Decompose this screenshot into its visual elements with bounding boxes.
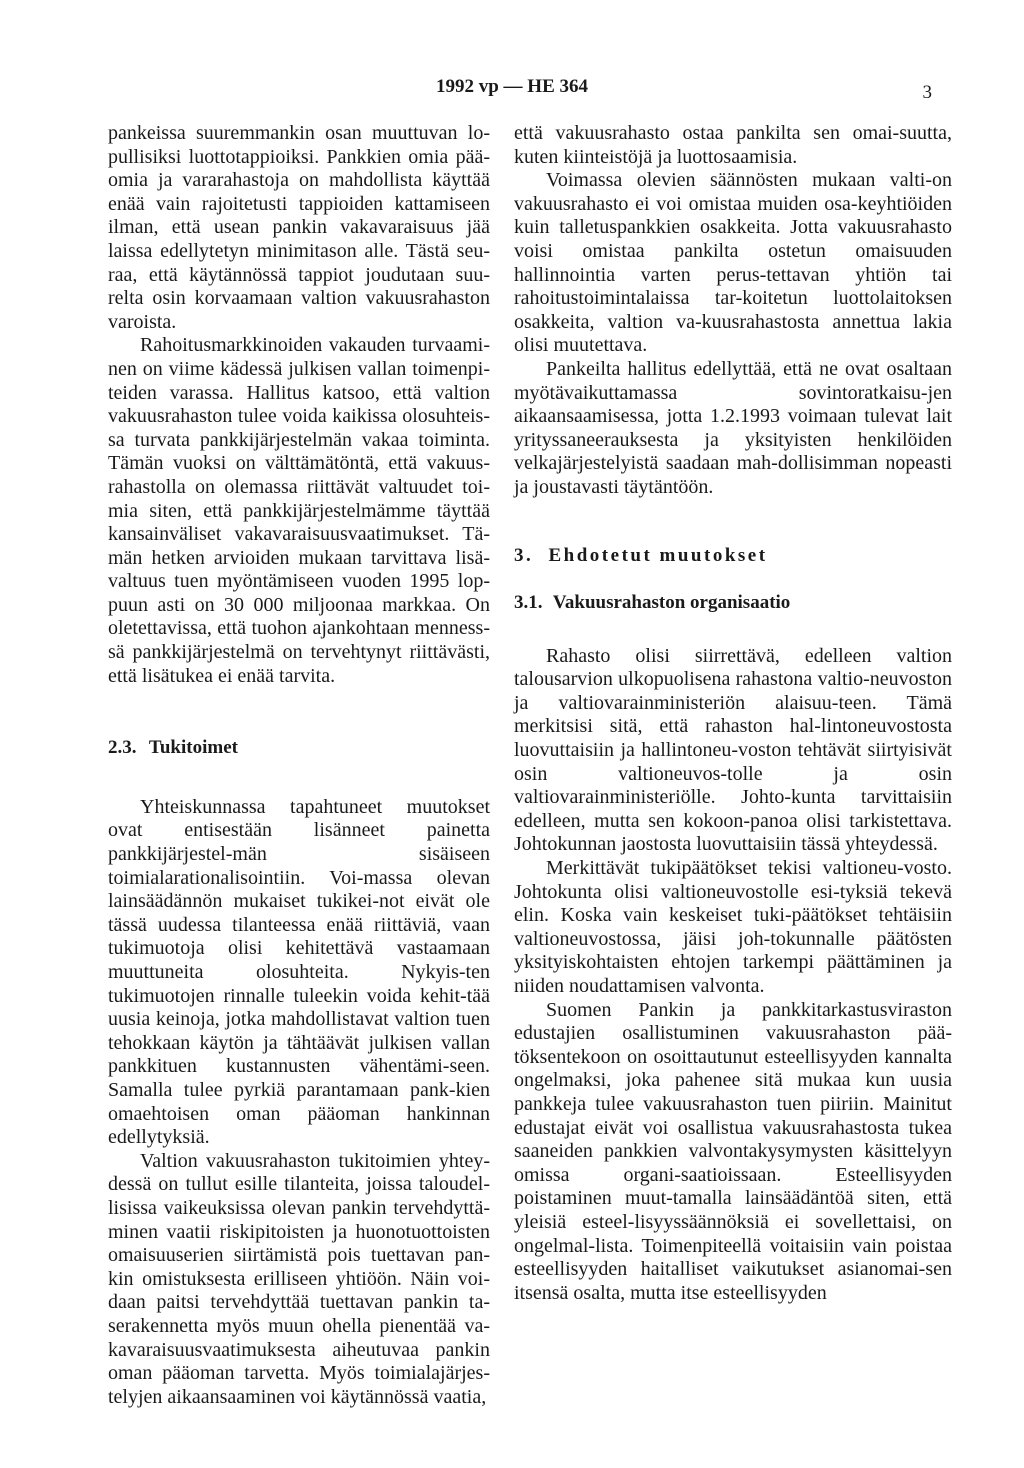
subsection-title: Vakuusrahaston organisaatio [552,592,791,614]
paragraph: Voimassa olevien säännösten mukaan valti-on vakuusrahasto ei voi omistaa muiden osa-keyhtiöiden kuin talletuspankkien osakkeita. Jotta vakuusrahasto voisi omistaa pankilta ostetun omaisuuden hallinnointia varten perus-tettavan yhtiön tai rahoitustoimintalaissa tar-koitetun luottolaitoksen osakkeita, valtion va-kuusrahastosta annettua lakia olisi muutettava. [514,169,952,357]
section-heading [514,544,952,568]
subsection-number: 3.1. [514,592,543,614]
paragraph: Valtion vakuusrahaston tukitoimien yhtey-dessä on tullut esille tilanteita, joissa taloudel-lisissa vaikeuksissa olevan pankin tervehdyttä-minen vaatii riskipitoisten ja huonotuottoisten omaisuuserien siirtämistä pois tuettavan pan-kin omistuksesta erilliseen yhtiöön. Näin voi-daan paitsi tervehdyttää tuettavan pankin ta-serakennetta myös muun ohella pienentää va-kavaraisuusvaatimuksesta aiheutuvaa pankin oman pääoman tarvetta. Myös toimialajärjes-telyjen aikaansaaminen voi käytännössä vaatia, [108,1149,490,1408]
paragraph: Rahoitusmarkkinoiden vakauden turvaami-nen on viime kädessä julkisen vallan toimenpi-teiden varassa. Hallitus katsoo, että valtion vakuusrahaston tulee voida kaikissa olosuhteis-sa turvata pankkijärjestelmän vakaa toiminta. Tämän vuoksi on välttämätöntä, että vakuus-rahastolla on olemassa riittävät valtuudet toi-mia siten, että pankkijärjestelmämme täyttää kansainväliset vakavaraisuusvaatimukset. Tä-män hetken arvioiden mukaan tarvittava lisä-valtuus tuen myöntämiseen vuoden 1995 lop-puun asti on 30 000 miljoonaa markkaa. On oletettavissa, että tuohon ajankohtaan menness-sä pankkijärjestelmä on tervehtynyt riittävästi, että lisätukea ei enää tarvita. [108,334,490,687]
paragraph: pankeissa suuremmankin osan muuttuvan lo-pullisiksi luottotappioiksi. Pankkien omia pää-omia ja vararahastoja on mahdollista käyttää enää vain rajoitetusti tappioiden kattamiseen ilman, että usean pankin vakavaraisuus jää laissa edellytetyn minimitason alle. Tästä seu-raa, että käytännössä tappiot joudutaan suu-relta osin korvaamaan valtion vakuusrahaston varoista. [108,122,490,333]
section-title: Ehdotetut muutokset [548,544,768,566]
page-number: 3 [922,82,932,103]
page-header [0,72,1024,102]
paragraph: Merkittävät tukipäätökset tekisi valtioneu-vosto. Johtokunta olisi valtioneuvostolle esi-tyksiä tekevä elin. Koska vain keskeiset tuki-päätökset tehtäisiin valtioneuvostossa, jäisi joh-tokunnalle päätösten yksityiskohtaisten ehtojen tarkempi päättäminen ja niiden noudattamisen valvonta. [514,857,952,997]
document-title: 1992 vp — HE 364 [435,76,589,97]
section-heading [108,736,490,760]
subsection-heading [514,591,952,615]
section-number: 2.3. [108,737,137,759]
section-title: Tukitoimet [148,737,238,759]
paragraph: Yhteiskunnassa tapahtuneet muutokset ovat entisestään lisänneet painetta pankkijärjestel-män sisäiseen toimialarationalisointiin. Voi-massa olevan lainsäädännön mukaiset tukikei-not eivät ole tässä uudessa tilanteessa enää riittäviä, vaan tukimuotoja olisi kehitettävä vastaamaan muuttuneita olosuhteita. Nykyis-ten tukimuotojen rinnalle tuleekin voida kehit-tää uusia keinoja, jotka mahdollistavat valtion tuen tehokkaan käytön ja tähtäävät julkisen vallan pankkituen kustannusten vähentämi-seen. Samalla tulee pyrkiä parantamaan pank-kien omaehtoisen oman pääoman hankinnan edellytyksiä. [108,795,490,1149]
section-number: 3. [514,544,534,566]
paragraph: Pankeilta hallitus edellyttää, että ne ovat osaltaan myötävaikuttamassa sovintoratkaisu-jen aikaansaamisessa, jotta 1.2.1993 voimaan tulevat lait yrityssaneerauksesta ja yksityisten henkilöiden velkajärjestelyistä saadaan mah-dollisimman nopeasti ja joustavasti täytäntöön. [514,357,952,498]
left-column [108,122,490,1409]
right-column [514,122,952,1305]
paragraph: Suomen Pankin ja pankkitarkastusviraston edustajien osallistuminen vakuusrahaston pää-töksentekoon on osoittautunut esteellisyyden kannalta ongelmaksi, joka pahenee sitä mukaa kun uusia pankkeja tulee vakuusrahaston tuen piiriin. Mainitut edustajat eivät voi osallistua vakuusrahastosta tukea saaneiden pankkien valvontakysymysten käsittelyyn omissa organi-saatioissaan. Esteellisyyden poistaminen muut-tamalla lainsäädäntöä siten, että yleisiä esteel-lisyyssäännöksiä ei sovellettaisi, on ongelmal-lista. Toimenpiteellä voitaisiin vain poistaa esteellisyyden haitalliset vaikutukset asianomai-sen itsensä osalta, mutta itse esteellisyyden [514,998,952,1304]
paragraph: että vakuusrahasto ostaa pankilta sen omai-suutta, kuten kiinteistöjä ja luottosaamisia. [514,122,952,168]
paragraph: Rahasto olisi siirrettävä, edelleen valtion talousarvion ulkopuolisena rahastona valtio-neuvoston ja valtiovarainministeriön alaisuu-teen. Tämä merkitsisi sitä, että rahaston hal-lintoneuvostosta luovuttaisiin ja hallintoneu-voston tehtävät siirtyisivät osin valtioneuvos-tolle ja osin valtiovarainministeriölle. Johto-kunta tarvittaisiin edelleen, mutta sen kokoon-panoa olisi tarkistettava. Johtokunnan jaostosta luovuttaisiin tässä yhteydessä. [514,644,952,856]
